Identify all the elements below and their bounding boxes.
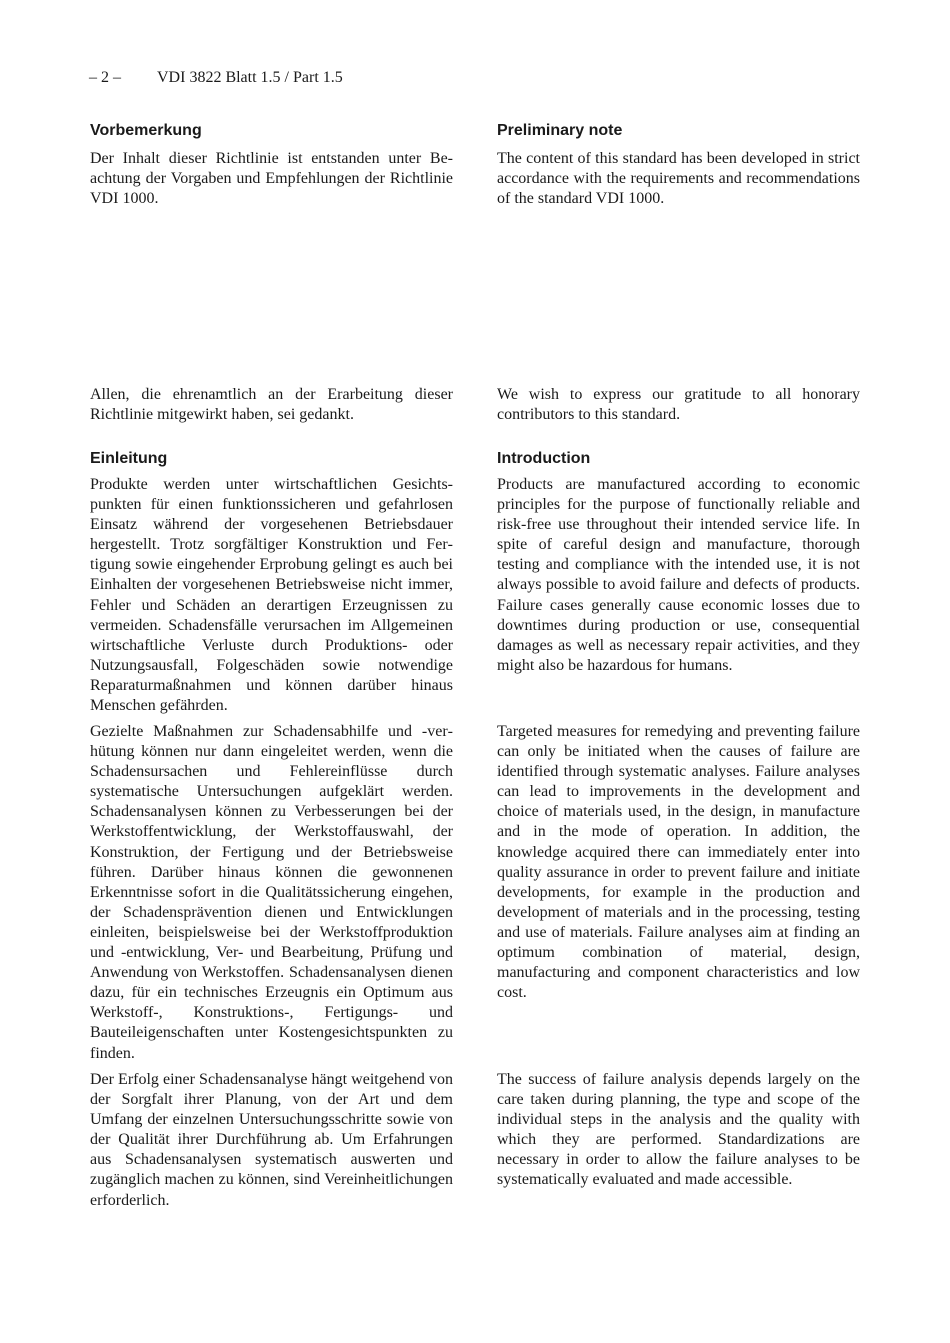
intro-paragraph-3-de: Der Erfolg einer Schadensanalyse hängt weitgehend von der Sorgfalt ihrer Planung, von der Art und dem Umfang der einzelnen Untersuchungsschritte sowie von der Qualität ihrer Durchführung ab. Um Erfahrungen aus Schadensanalysen systematisch auswerten und zugänglich machen zu können, sind Vereinheitlichungen erforderlich. (90, 1071, 453, 1209)
page-number: – 2 – (89, 69, 121, 86)
intro-paragraph-3-en: The success of failure analysis depends largely on the care taken during planning, the type and scope of the individual steps in the analysis and the quality with which they are performed. Standardizations are necessary in order to allow the failure analyses to be systematically evaluated and made accessible. (497, 1071, 860, 1189)
gratitude-text-en: We wish to express our gratitude to all honorary contributors to this standard. (497, 386, 860, 424)
preliminary-heading-de: Vorbemerkung (90, 122, 202, 139)
document-id: VDI 3822 Blatt 1.5 / Part 1.5 (157, 69, 343, 86)
gratitude-text-de: Allen, die ehrenamtlich an der Erarbeitung dieser Richtlinie mitgewirkt haben, sei gedankt. (90, 386, 453, 424)
introduction-heading-en: Introduction (497, 450, 591, 467)
preliminary-heading-en: Preliminary note (497, 122, 623, 139)
preliminary-text-en: The content of this standard has been developed in strict accordance with the requirements and recommendations of the standard VDI 1000. (497, 150, 860, 208)
intro-paragraph-1-en: Products are manufactured according to economic principles for the purpose of functionally reliable and risk-free use throughout their intended service life. In spite of careful design and manufacture, thorough testing and compliance with the intended use, it is not always possible to avoid failure and defects of products. Failure cases generally cause economic losses due to downtimes during production or use, consequential damages as well as necessary repair activities, and they might also be hazardous for humans. (497, 476, 860, 674)
introduction-heading-de: Einleitung (90, 450, 168, 467)
intro-paragraph-2-en: Targeted measures for remedying and preventing failure can only be initiated when the causes of failure are identified through systematic analyses. Failure analyses can lead to improvements in the development and choice of materials used, in the design, in manufacture and in the mode of operation. In addition, the knowledge acquired there can immediately enter into quality assurance in order to prevent failure and initiate developments, for example in the production and development of materials and in the processing, testing and use of materials. Failure analyses aim at finding an optimum combination of material, design, manufacturing and component characteristics and low cost. (497, 723, 860, 1002)
intro-paragraph-1-de: Produkte werden unter wirtschaftlichen Gesichtspunkten für einen funktionssicheren und gefahrlosen Einsatz während der vorgesehenen Betriebsdauer hergestellt. Trotz sorgfältiger Konstruktion und Fertigung sowie eingehender Erprobung gelingt es auch bei Einhalten der vorgesehenen Betriebsweise nicht immer, Fehler und Schäden an derartigen Erzeugnissen zu vermeiden. Schadensfälle verursachen im Allgemeinen wirtschaftliche Verluste durch Produktions- oder Nutzungsausfall, Folgeschäden sowie notwendige Reparaturmaßnahmen und können darüber hinaus Menschen gefährden. (90, 476, 453, 715)
preliminary-text-de: Der Inhalt dieser Richtlinie ist entstanden unter Beachtung der Vorgaben und Empfehlungen der Richtlinie VDI 1000. (90, 150, 453, 208)
intro-paragraph-2-de: Gezielte Maßnahmen zur Schadensabhilfe und -verhütung können nur dann eingeleitet werden, wenn die Schadensursachen und Fehlereinflüsse durch systematische Untersuchungen aufgeklärt werden. Schadensanalysen können zu Verbesserungen bei der Werkstoffentwicklung, der Werkstoffauswahl, der Konstruktion, der Fertigung und der Betriebsweise führen. Darüber hinaus können die gewonnenen Erkenntnisse sofort in die Qualitätssicherung eingehen, der Schadensprävention dienen und Entwicklungen einleiten, beispielsweise bei der Werkstoffproduktion und -entwicklung, Ver- und Bearbeitung, Prüfung und Anwendung von Werkstoffen. Schadensanalysen dienen dazu, für ein technisches Erzeugnis ein Optimum aus Werkstoff-, Konstruktions-, Fertigungs- und Bauteileigenschaften unter Kostengesichtspunkten zu finden. (90, 723, 453, 1062)
page-header (89, 68, 343, 88)
